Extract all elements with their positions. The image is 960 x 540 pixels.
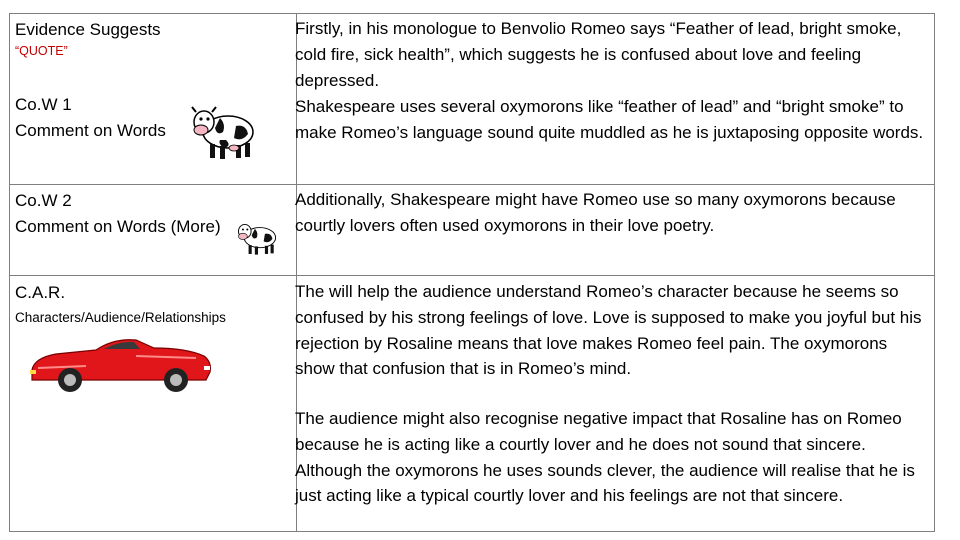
cow1-paragraph: Shakespeare uses several oxymorons like “feather of lead” and “bright smoke” to make Romeo’s language sound quite muddled as he is juxtaposing opposite words.: [295, 97, 924, 142]
row-divider: [10, 275, 934, 276]
red-car-icon: [26, 330, 216, 396]
cow-icon: [190, 102, 260, 160]
car-paragraph-1: The will help the audience understand Romeo’s character because he seems so confused by his strong feelings of love. Love is supposed to make you joyful but his rejection by Rosaline means that love makes Romeo feel pain. The oxymorons show that confusion that is in Romeo’s mind.: [295, 282, 922, 379]
cow2-paragraph: Additionally, Shakespeare might have Romeo use so many oxymorons because courtly lovers often used oxymorons in their love poetry.: [295, 190, 896, 235]
cow2-title: Co.W 2: [15, 191, 72, 210]
cow1-subtitle: Comment on Words: [15, 121, 166, 140]
cow-icon: [236, 218, 280, 256]
cow1-title: Co.W 1: [15, 95, 72, 114]
evidence-quote: “QUOTE”: [15, 44, 68, 58]
evidence-paragraph: Firstly, in his monologue to Benvolio Romeo says “Feather of lead, bright smoke, cold fire, sick health”, which suggests he is confused about love and feeling depressed.: [295, 19, 902, 90]
car-paragraph-2: The audience might also recognise negative impact that Rosaline has on Romeo because he is acting like a courtly lover and he does not sound that sincere. Although the oxymorons he uses sounds clever, the audience will realise that he is just acting like a typical courtly lover and his feelings are not that sincere.: [295, 409, 915, 506]
car-title: C.A.R.: [15, 283, 66, 302]
row-divider: [10, 184, 934, 185]
evidence-table: [9, 13, 935, 532]
car-subtitle: Characters/Audience/Relationships: [15, 310, 226, 325]
evidence-title: Evidence Suggests: [15, 20, 161, 39]
cow2-subtitle: Comment on Words (More): [15, 217, 221, 236]
